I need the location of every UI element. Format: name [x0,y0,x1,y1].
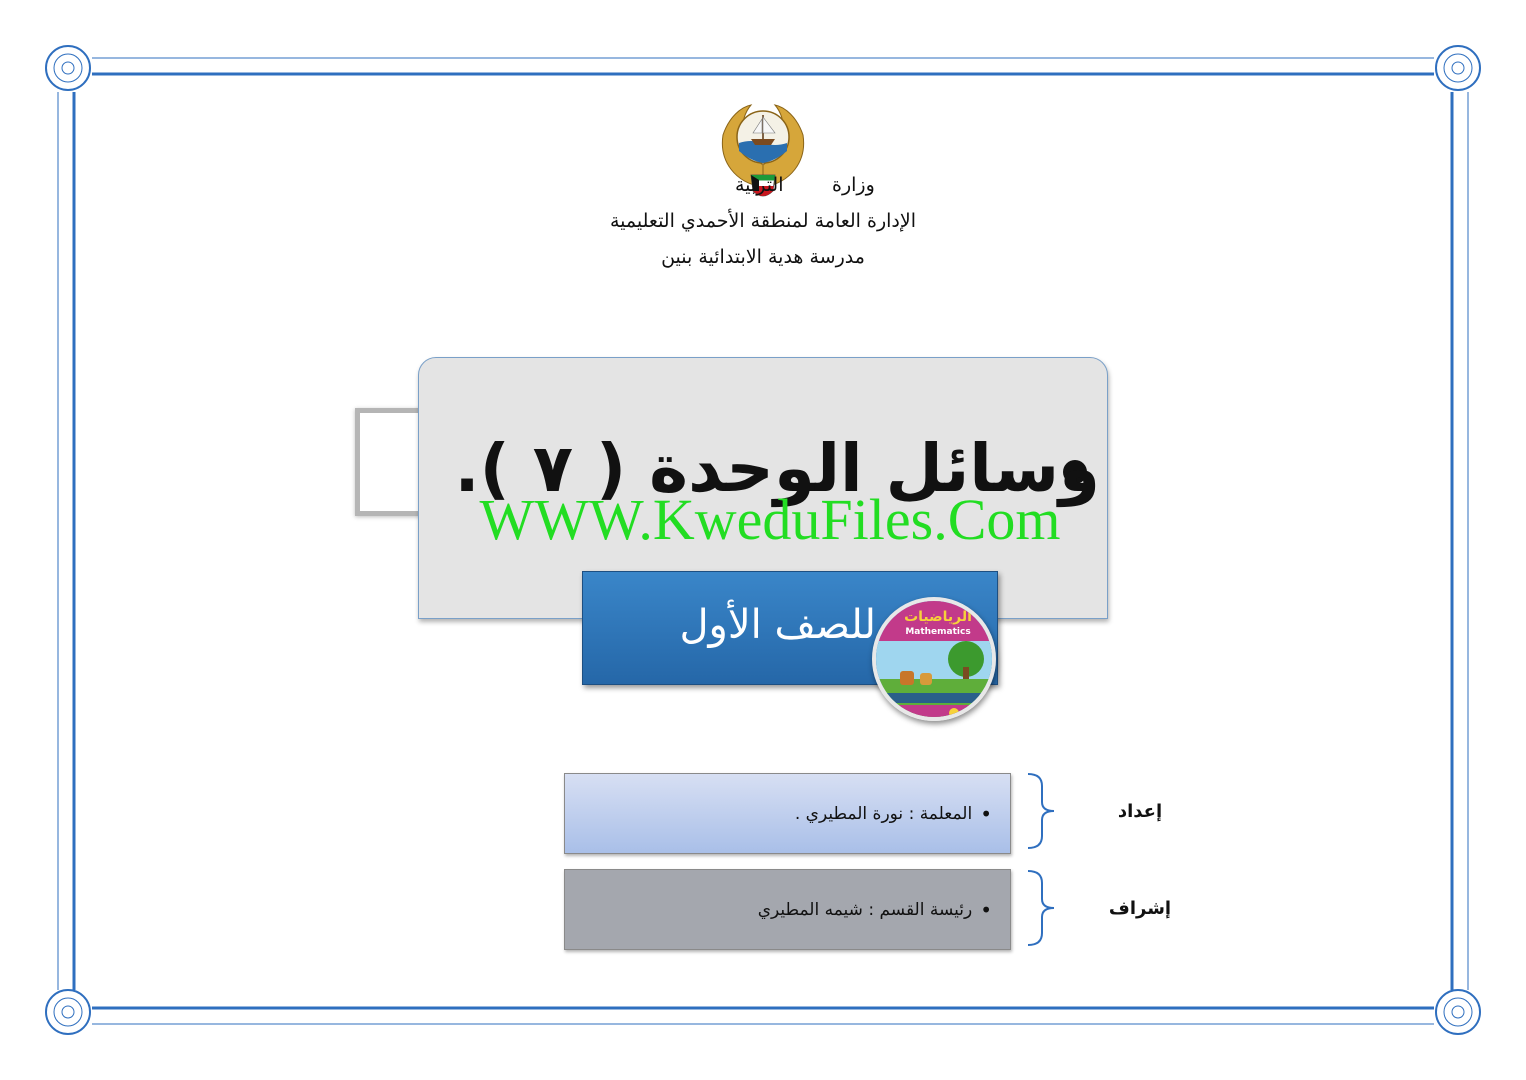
book-cover-subtitle: Mathematics [905,627,971,637]
corner-ornament-bottom-left [46,990,90,1034]
brace-icon [1022,772,1062,850]
bullet-icon: • [980,897,992,922]
watermark-text: WWW.KweduFiles.Com [479,487,1061,552]
preparation-box [564,773,1011,854]
school-name: مدرسة هدية الابتدائية بنين [661,246,865,268]
math-book-cover-image [872,597,996,721]
unit-title: وسائل الوحدة ( ٧ ). [454,430,1100,507]
preparation-label: إعداد [1117,801,1163,822]
brace-icon [1022,869,1062,947]
supervision-label: إشراف [1108,898,1172,919]
bullet-icon: • [980,801,992,826]
preparation-entry [795,774,992,853]
supervision-box [564,869,1011,950]
corner-ornament-top-right [1436,46,1480,90]
corner-ornament-bottom-right [1436,990,1480,1034]
supervision-value: رئيسة القسم : شيمه المطيري [757,899,973,920]
book-cover-title: الرياضيات [904,609,972,625]
grade-label: للصف الأول [679,602,876,648]
ministry-name-part2: التربية [735,174,784,196]
corner-ornament-top-left [46,46,90,90]
district-name: الإدارة العامة لمنطقة الأحمدي التعليمية [609,210,916,232]
preparation-value: المعلمة : نورة المطيري . [794,803,973,824]
ministry-name-part1: وزارة [832,174,875,196]
supervision-entry [758,870,992,949]
